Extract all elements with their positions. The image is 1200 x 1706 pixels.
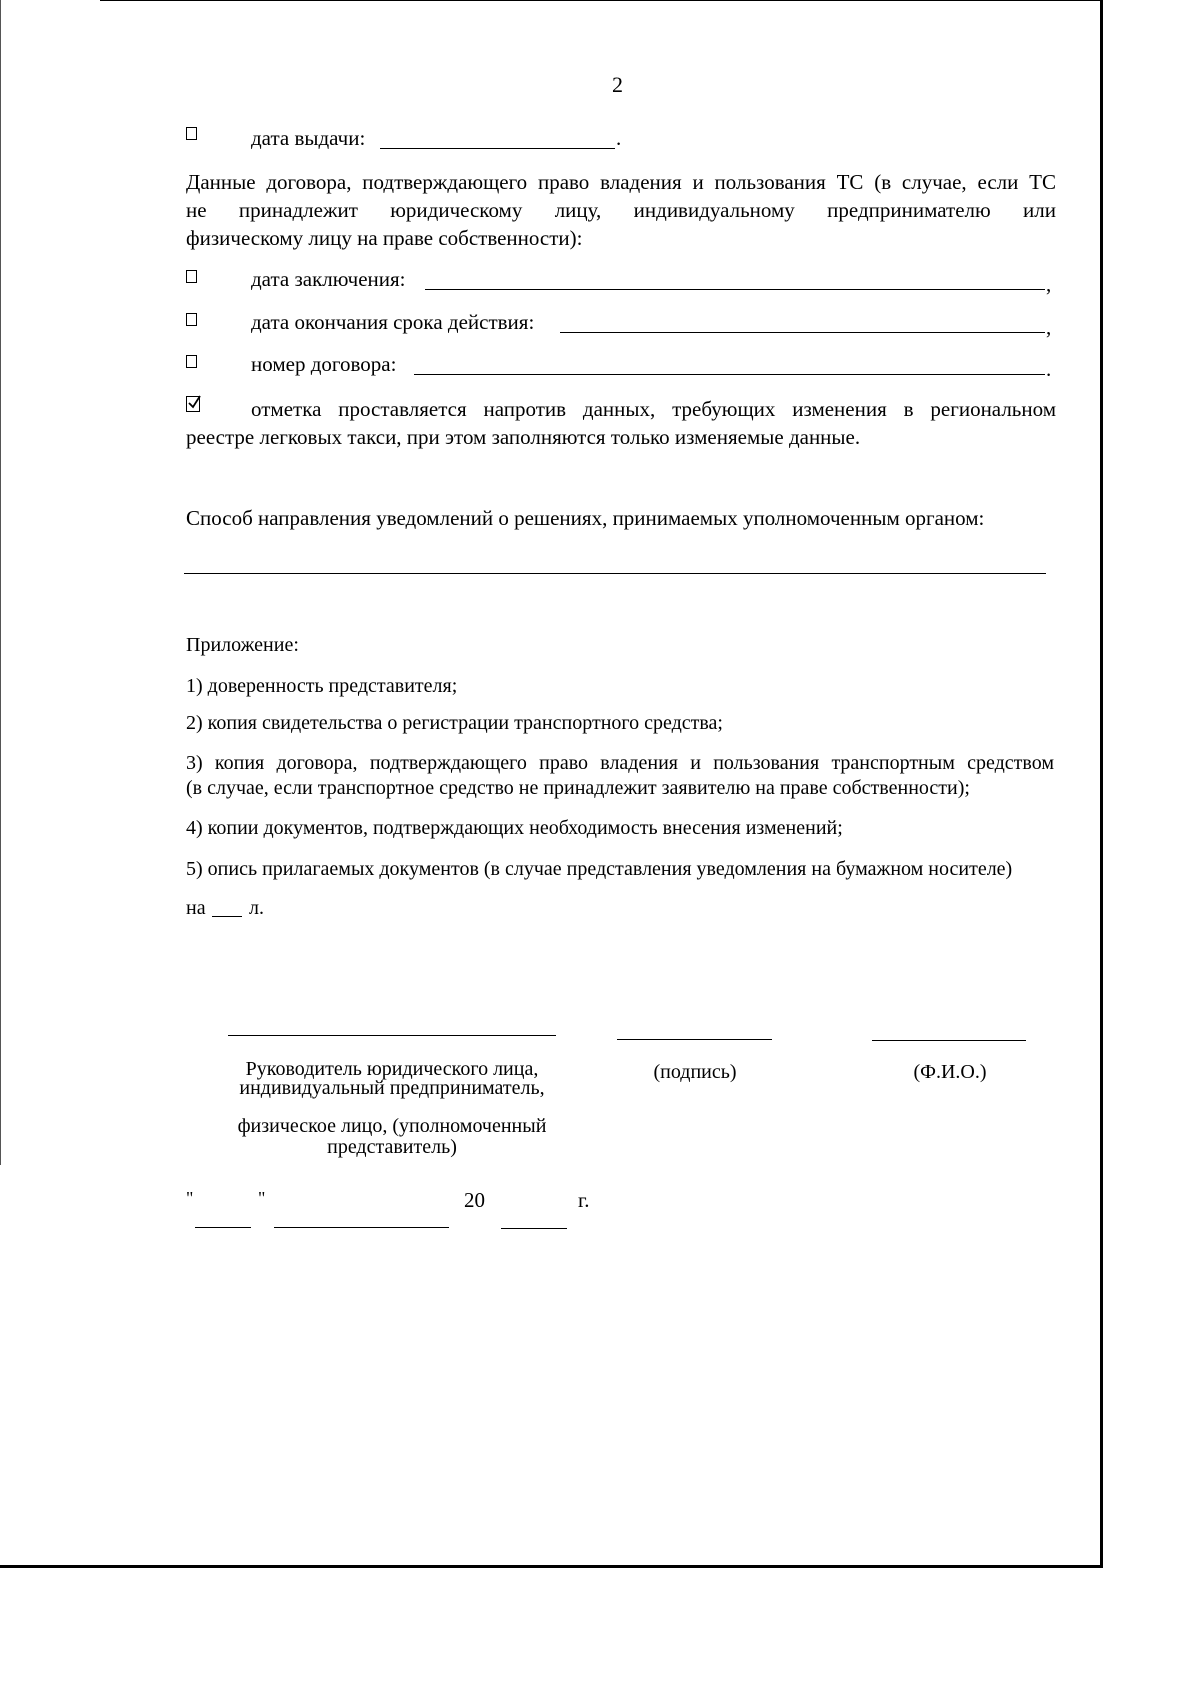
issue-date-end: . [616,126,622,150]
note-line1: отметка проставляется напротив данных, требующих изменения в региональном [251,397,1056,421]
pages-prefix: на [186,897,206,919]
appendix-item-3-line1: 3) копия договора, подтверждающего право владения и пользования транспортным средством [186,752,1054,774]
scan-edge-right [1100,0,1103,1568]
appendix-item-5: 5) опись прилагаемых документов (в случае представления уведомления на бумажном носителе) [186,858,1013,880]
expiry-date-checkbox[interactable] [186,313,197,326]
conclusion-date-checkbox[interactable] [186,270,197,283]
contract-intro-line1: Данные договора, подтверждающего право владения и пользования ТС (в случае, если ТС [186,170,1056,194]
expiry-date-field[interactable] [560,332,1045,333]
date-year-suffix: г. [578,1188,590,1212]
checkmark-icon [188,395,202,411]
contract-number-end: . [1046,357,1052,381]
checked-checkbox[interactable] [186,396,200,412]
date-year-prefix: 20 [464,1188,485,1212]
page-number: 2 [612,72,623,97]
name-line[interactable] [872,1040,1026,1041]
date-month-field[interactable] [274,1227,449,1228]
notification-method-label: Способ направления уведомлений о решениях, принимаемых уполномоченным органом: [186,506,985,530]
name-label: (Ф.И.О.) [913,1061,987,1083]
appendix-item-4: 4) копии документов, подтверждающих необходимость внесения изменений; [186,817,843,839]
pages-suffix: л. [249,897,264,919]
scan-edge-left [0,0,1,1165]
pages-count-field[interactable] [212,916,242,917]
signature-line[interactable] [617,1039,772,1040]
issue-date-field[interactable] [380,148,615,149]
date-year-field[interactable] [501,1228,567,1229]
date-day-field[interactable] [195,1227,251,1228]
issue-date-checkbox[interactable] [186,127,197,140]
conclusion-date-end: , [1046,272,1052,296]
role-label-line3: физическое лицо, (уполномоченный [237,1115,547,1137]
scan-edge-top [100,0,1103,1]
role-label-line1: Руководитель юридического лица, [245,1058,539,1080]
expiry-date-label: дата окончания срока действия: [251,310,535,334]
appendix-item-1: 1) доверенность представителя; [186,675,458,697]
signature-label: (подпись) [653,1061,737,1083]
contract-number-label: номер договора: [251,352,397,376]
conclusion-date-label: дата заключения: [251,267,406,291]
expiry-date-end: , [1046,315,1052,339]
contract-number-field[interactable] [414,374,1045,375]
role-label-line4: представитель) [327,1136,457,1158]
contract-intro-line2: не принадлежит юридическому лицу, индивидуальному предпринимателю или [186,198,1056,222]
notification-method-field[interactable] [184,573,1046,574]
role-label-line2: индивидуальный предприниматель, [239,1077,545,1099]
contract-intro-line3: физическому лицу на праве собственности): [186,226,583,250]
scan-edge-bottom [0,1565,1103,1568]
appendix-title: Приложение: [186,634,299,656]
conclusion-date-field[interactable] [425,289,1045,290]
appendix-item-2: 2) копия свидетельства о регистрации транспортного средства; [186,712,723,734]
contract-number-checkbox[interactable] [186,355,197,368]
role-line[interactable] [228,1035,556,1036]
date-quote-close: " [258,1188,266,1208]
appendix-item-3-line2: (в случае, если транспортное средство не принадлежит заявителю на праве собственности); [186,777,970,799]
date-quote-open: " [186,1188,194,1208]
note-line2: реестре легковых такси, при этом заполняются только изменяемые данные. [186,425,861,449]
issue-date-label: дата выдачи: [251,126,366,150]
